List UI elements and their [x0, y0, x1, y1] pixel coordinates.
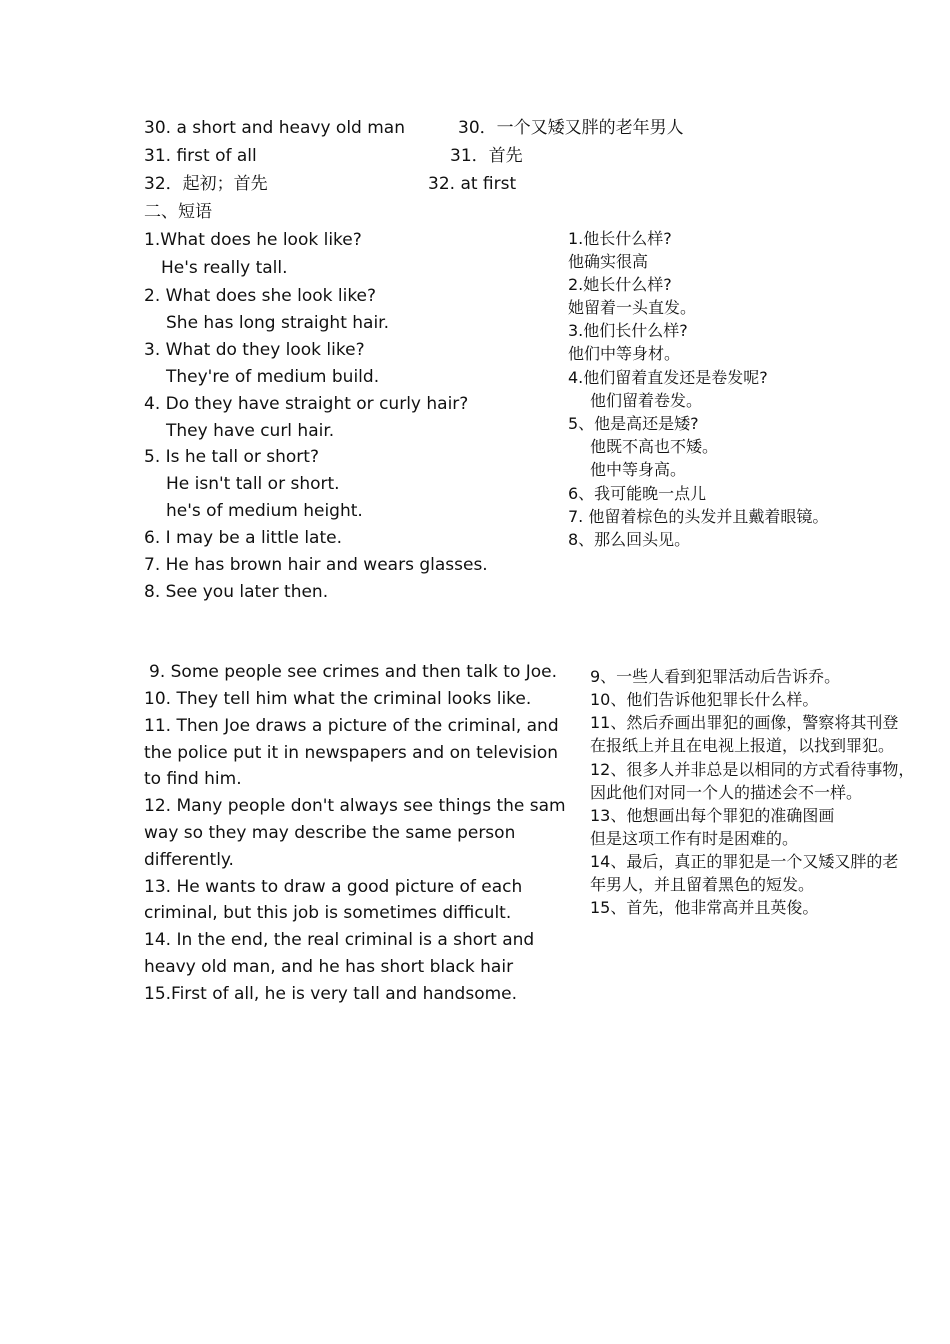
- phrase-zh: 5、他是高还是矮?: [568, 414, 699, 433]
- phrase-zh: 他确实很高: [568, 252, 649, 271]
- phrase-zh: 她留着一头直发。: [568, 298, 697, 317]
- sentence-en: 11. Then Joe draws a picture of the criminal, and: [144, 716, 559, 736]
- phrase-en: 8. See you later then.: [144, 582, 329, 602]
- phrase-en: he's of medium height.: [166, 501, 363, 521]
- sentence-en: heavy old man, and he has short black hair: [144, 957, 514, 977]
- phrase-en: 1.What does he look like?: [144, 230, 362, 250]
- sentence-en: the police put it in newspapers and on television: [144, 743, 558, 763]
- sentence-zh: 但是这项工作有时是困难的。: [590, 829, 799, 848]
- vocab-32-zh: 32．起初；首先: [144, 174, 268, 194]
- sentence-zh: 12、很多人并非总是以相同的方式看待事物，: [590, 760, 915, 779]
- sentence-zh: 11、然后乔画出罪犯的画像，警察将其刊登: [590, 713, 899, 732]
- sentence-en: 10. They tell him what the criminal looks like.: [144, 689, 532, 709]
- sentence-en: 14. In the end, the real criminal is a short and: [144, 930, 535, 950]
- phrase-zh: 2.她长什么样?: [568, 275, 672, 294]
- vocab-31-zh: 31．首先: [450, 146, 523, 166]
- phrase-en: 7. He has brown hair and wears glasses.: [144, 555, 488, 575]
- sentence-zh: 13、他想画出每个罪犯的准确图画: [590, 806, 835, 825]
- phrase-en: He's really tall.: [161, 258, 288, 278]
- phrase-zh: 他中等身高。: [590, 460, 687, 479]
- sentence-en: 13. He wants to draw a good picture of each: [144, 877, 523, 897]
- phrase-en: He isn't tall or short.: [166, 474, 340, 494]
- phrase-zh: 8、那么回头见。: [568, 530, 691, 549]
- sentence-zh: 9、一些人看到犯罪活动后告诉乔。: [590, 667, 841, 686]
- phrase-zh: 他们留着卷发。: [590, 391, 703, 410]
- section-heading: 二、短语: [144, 202, 212, 222]
- vocab-32-en: 32. at first: [428, 174, 517, 194]
- sentence-zh: 15、首先，他非常高并且英俊。: [590, 898, 819, 917]
- vocab-30-en: 30. a short and heavy old man: [144, 118, 405, 138]
- phrase-en: They're of medium build.: [166, 367, 380, 387]
- vocab-30-zh: 30．一个又矮又胖的老年男人: [458, 118, 684, 138]
- sentence-en: criminal, but this job is sometimes difficult.: [144, 903, 512, 923]
- sentence-en: differently.: [144, 850, 234, 870]
- phrase-en: 6. I may be a little late.: [144, 528, 342, 548]
- sentence-zh: 因此他们对同一个人的描述会不一样。: [590, 783, 863, 802]
- phrase-zh: 1.他长什么样?: [568, 229, 672, 248]
- phrase-zh: 4.他们留着直发还是卷发呢?: [568, 368, 768, 387]
- sentence-zh: 年男人，并且留着黑色的短发。: [590, 875, 815, 894]
- phrase-en: 4. Do they have straight or curly hair?: [144, 394, 469, 414]
- sentence-zh: 在报纸上并且在电视上报道，以找到罪犯。: [590, 736, 895, 755]
- phrase-en: 5. Is he tall or short?: [144, 447, 319, 467]
- sentence-en: 12. Many people don't always see things the sam: [144, 796, 566, 816]
- sentence-en: to find him.: [144, 769, 242, 789]
- vocab-31-en: 31. first of all: [144, 146, 257, 166]
- sentence-en: 15.First of all, he is very tall and handsome.: [144, 984, 518, 1004]
- phrase-zh: 他们中等身材。: [568, 344, 681, 363]
- phrase-zh: 6、我可能晚一点儿: [568, 484, 707, 503]
- sentence-en: way so they may describe the same person: [144, 823, 516, 843]
- phrase-en: They have curl hair.: [166, 421, 335, 441]
- phrase-zh: 3.他们长什么样?: [568, 321, 688, 340]
- sentence-en: 9. Some people see crimes and then talk to Joe.: [149, 662, 558, 682]
- sentence-zh: 14、最后，真正的罪犯是一个又矮又胖的老: [590, 852, 899, 871]
- sentence-zh: 10、他们告诉他犯罪长什么样。: [590, 690, 819, 709]
- phrase-en: 3. What do they look like?: [144, 340, 365, 360]
- phrase-en: She has long straight hair.: [166, 313, 390, 333]
- phrase-zh: 他既不高也不矮。: [590, 437, 719, 456]
- phrase-en: 2. What does she look like?: [144, 286, 377, 306]
- phrase-zh: 7. 他留着棕色的头发并且戴着眼镜。: [568, 507, 829, 526]
